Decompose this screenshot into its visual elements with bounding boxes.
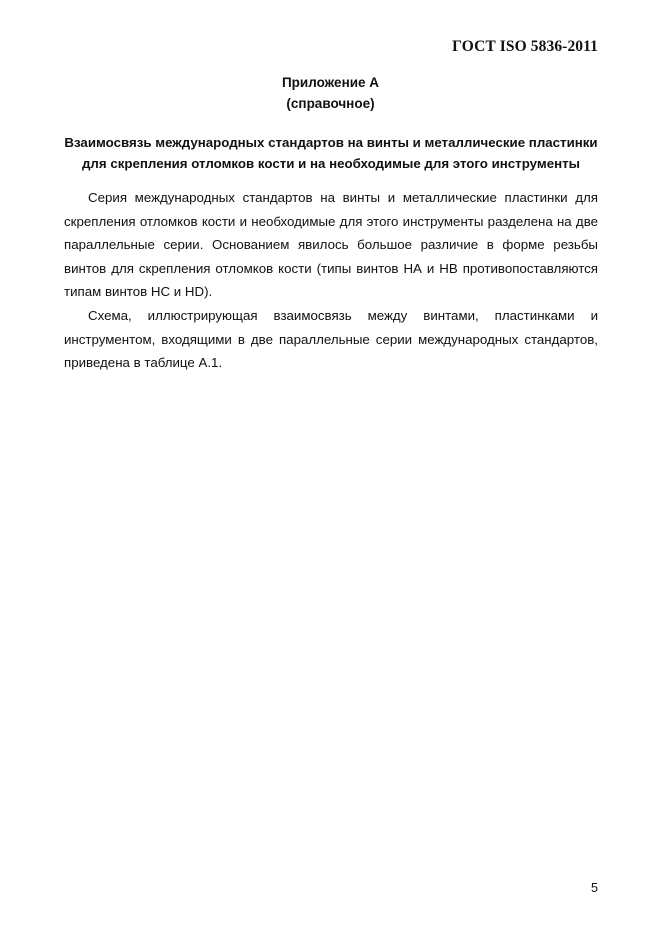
- paragraph-2: Схема, иллюстрирующая взаимосвязь между винтами, пластинками и инструментом, входящими в две параллельные серии международных стандартов, приведена в таблице А.1.: [64, 307, 598, 371]
- document-code: ГОСТ ISO 5836-2011: [452, 38, 598, 55]
- paragraph-1: Серия международных стандартов на винты и металлические пластинки для скрепления отломков кости и необходимые для этого инструменты разделена на две параллельные серии. Основанием явилось большое различие в форме резьбы винтов для скрепления отломков кости (типы винтов НА и НВ противопоставляются типам винтов НС и HD).: [64, 190, 598, 300]
- section-heading: [58, 132, 604, 174]
- appendix-heading: [0, 72, 661, 114]
- body-text: [64, 186, 598, 375]
- page-number: 5: [591, 881, 598, 895]
- section-heading-line-2: для скрепления отломков кости и на необходимые для этого инструменты: [81, 156, 580, 171]
- appendix-subtitle: (справочное): [286, 96, 375, 111]
- section-heading-line-1: Взаимосвязь международных стандартов на винты и металлические пластинки: [64, 135, 598, 150]
- appendix-title: Приложение А: [281, 75, 380, 90]
